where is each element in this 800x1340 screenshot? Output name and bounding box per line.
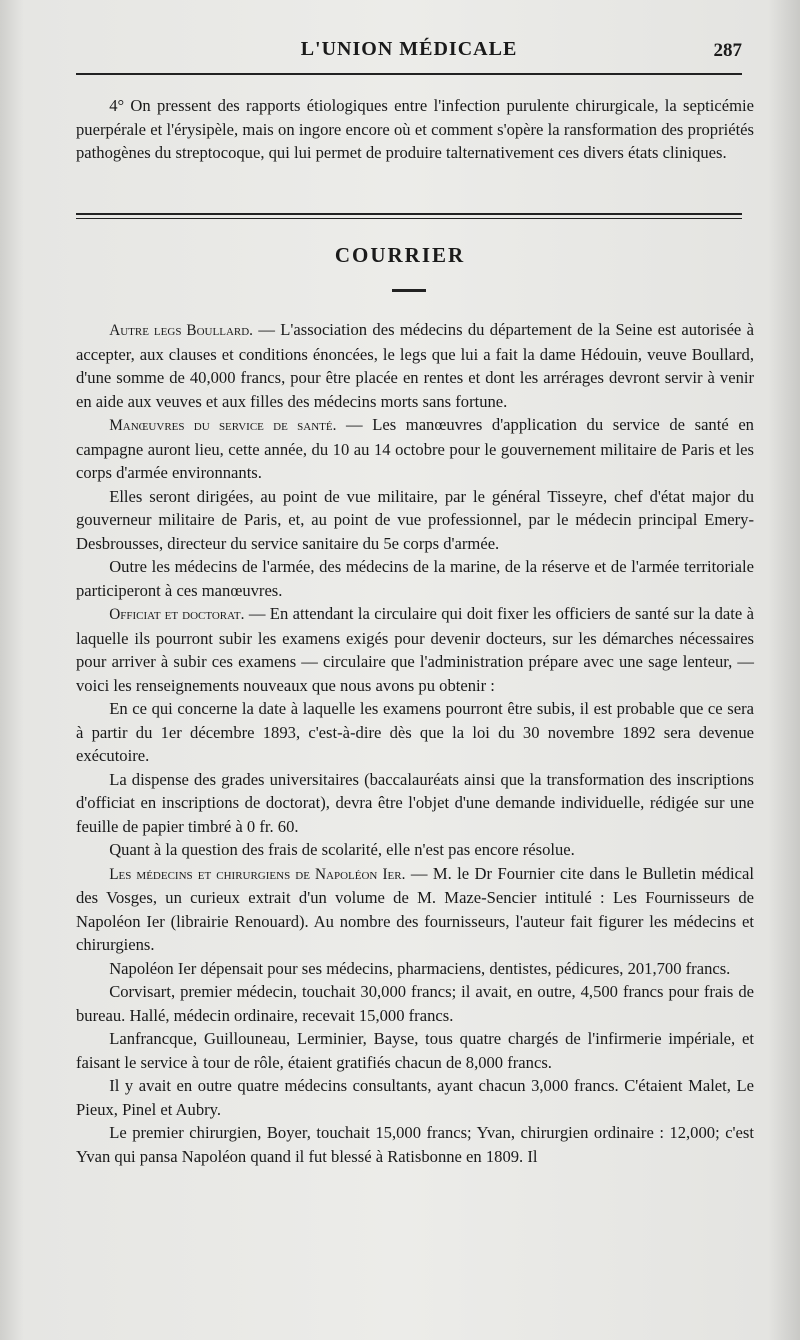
intro-text: 4° On pressent des rapports étiologiques entre l'infection purulente chirurgicale, la septicémie puerpérale et l'érysipèle, mais on ingore encore où et comment s'opère la ransformation des propriétés pathogènes du streptocoque, qui lui permet de produire talternativement ces divers états cliniques.: [76, 96, 754, 162]
paragraph-text: Il y avait en outre quatre médecins consultants, ayant chacun 3,000 francs. C'étaient Malet, Le Pieux, Pinel et Aubry.: [76, 1076, 754, 1119]
paragraph: [76, 980, 754, 1027]
paragraph-text: En ce qui concerne la date à laquelle les examens pourront être subis, il est probable que ce sera à partir du 1er décembre 1893, c'est-à-dire dès que la loi du 30 novembre 1892 sera devenue exécutoire.: [76, 699, 754, 765]
paragraph: [76, 862, 754, 957]
paragraph: [76, 1074, 754, 1121]
paragraph-lead: Les médecins et chirurgiens de Napoléon Ier.: [109, 865, 406, 883]
paragraph-text: Outre les médecins de l'armée, des médecins de la marine, de la réserve et de l'armée territoriale participeront à ces manœuvres.: [76, 557, 754, 600]
paragraph-text: Elles seront dirigées, au point de vue militaire, par le général Tisseyre, chef d'état major du gouverneur militaire de Paris, et, au point de vue professionnel, par le médecin principal Emery-Desbrousses, directeur du service sanitaire du 5e corps d'armée.: [76, 486, 754, 553]
intro-paragraph: [76, 94, 754, 165]
paragraph: [76, 555, 754, 602]
section-rule-thick: [76, 213, 742, 215]
paragraph: [76, 1027, 754, 1074]
paragraph: [76, 838, 754, 862]
running-title: L'UNION MÉDICALE: [300, 38, 518, 60]
paragraph: [76, 485, 754, 556]
paragraph: [76, 957, 754, 981]
paragraph-lead: Manœuvres du service de santé.: [109, 417, 337, 434]
paragraph-text: Lanfrancque, Guillouneau, Lerminier, Bayse, tous quatre chargés de l'infirmerie impériale, et faisant le service à tour de rôle, étaient gratifiés chacun de 8,000 francs.: [76, 1029, 754, 1072]
paragraph-lead: Officiat et doctorat.: [109, 606, 245, 623]
paragraph-text: La dispense des grades universitaires (baccalauréats ainsi que la transformation des inscriptions d'officiat en inscriptions de doctorat), devra être l'objet d'une demande individuelle, rédigée sur une feuille de papier timbré à 0 fr. 60.: [76, 769, 754, 836]
header-rule: [76, 73, 742, 75]
section-rule-thin: [76, 218, 742, 219]
title-dash: [392, 289, 426, 292]
paragraph-text: — Les manœuvres d'application du service de santé en campagne auront lieu, cette année, du 10 au 14 octobre pour le gouvernement militaire de Paris et les corps d'armée environnants.: [76, 415, 754, 482]
paragraph-text: — L'association des médecins du département de la Seine est autorisée à accepter, aux clauses et conditions énoncées, le legs que lui a fait la dame Hédouin, veuve Boullard, d'une somme de 40,000 francs, pour être placée en rentes et dont les arrérages devront servir à venir en aide aux veuves et aux filles des médecins morts sans fortune.: [76, 320, 754, 411]
paragraph: [76, 318, 754, 413]
page-header: [76, 38, 742, 68]
paragraph-text: Corvisart, premier médecin, touchait 30,000 francs; il avait, en outre, 4,500 francs pour frais de bureau. Hallé, médecin ordinaire, recevait 15,000 francs.: [76, 982, 754, 1025]
paragraph-text: — M. le Dr Fournier cite dans le Bulletin médical des Vosges, un curieux extrait d'un volume de M. Maze-Sencier intitulé : Les Fournisseurs de Napoléon Ier (librairie Renouard). Au nombre des fournisseurs, l'auteur fait figurer les médecins et chirurgiens.: [76, 863, 754, 954]
article-body: [76, 318, 754, 1168]
page-number: 287: [713, 40, 742, 61]
section-title: COURRIER: [334, 243, 466, 267]
paragraph-text: Le premier chirurgien, Boyer, touchait 15,000 francs; Yvan, chirurgien ordinaire : 12,000; c'est Yvan qui pansa Napoléon quand il fut blessé à Ratisbonne en 1809. Il: [76, 1123, 754, 1166]
paragraph: [76, 1121, 754, 1168]
paragraph-lead: Autre legs Boullard.: [109, 322, 253, 339]
paragraph: [76, 413, 754, 485]
paragraph-text: — En attendant la circulaire qui doit fixer les officiers de santé sur la date à laquelle ils pourront subir les examens exigés pour devenir docteurs, sur les démarches nécessaires pour arriver à subir ces examens — circulaire que l'administration prépare avec une sage lenteur, — voici les renseignements nouveaux que nous avons pu obtenir :: [76, 604, 755, 695]
paragraph: [76, 697, 754, 768]
paragraph: [76, 768, 754, 839]
paragraph: [76, 602, 754, 697]
paragraph-text: Napoléon Ier dépensait pour ses médecins, pharmaciens, dentistes, pédicures, 201,700 francs.: [109, 958, 731, 978]
paragraph-text: Quant à la question des frais de scolarité, elle n'est pas encore résolue.: [109, 840, 575, 859]
